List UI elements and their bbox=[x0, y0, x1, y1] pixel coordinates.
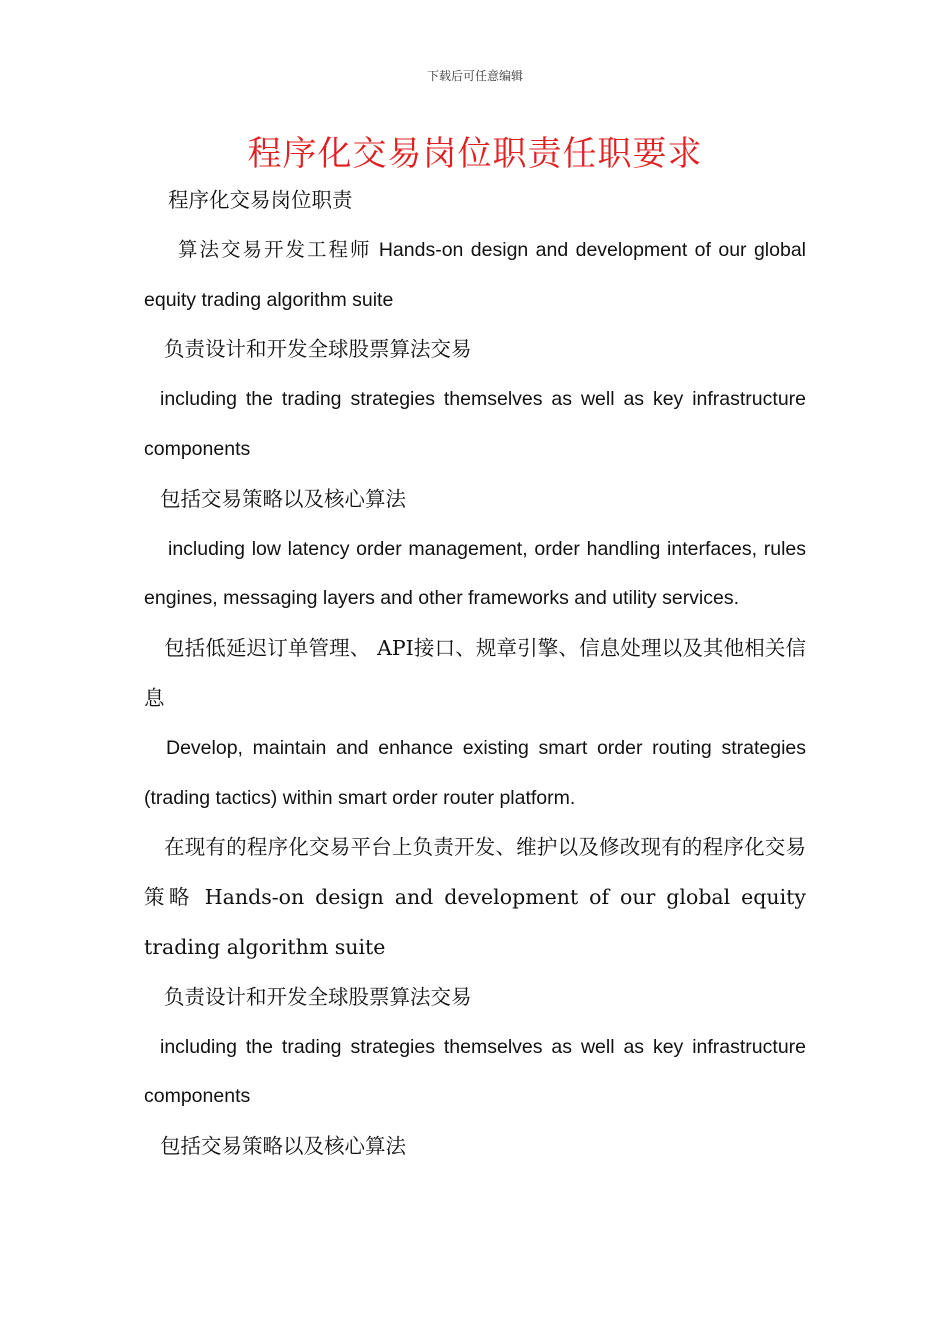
paragraph: including low latency order management, order handling interfaces, rules engines, messaging layers and other frameworks and utility services. bbox=[144, 537, 806, 610]
paragraph: including the trading strategies themselves as well as key infrastructure components bbox=[144, 1035, 806, 1108]
paragraph: 包括交易策略以及核心算法 bbox=[160, 1134, 406, 1159]
paragraph: Develop, maintain and enhance existing smart order routing strategies (trading tactics) within smart order router platform. bbox=[144, 736, 806, 809]
paragraph: 负责设计和开发全球股票算法交易 bbox=[164, 984, 472, 1009]
paragraph-job-title: 算法交易开发工程师 Hands-on design and development of our global equity trading algorithm suite bbox=[144, 238, 806, 311]
paragraph: 包括交易策略以及核心算法 bbox=[160, 486, 406, 511]
document-title: 程序化交易岗位职责任职要求 bbox=[247, 134, 703, 174]
paragraph: including the trading strategies themselves as well as key infrastructure components bbox=[144, 388, 806, 460]
document-body bbox=[144, 176, 806, 1172]
header-note: 下载后可任意编辑 bbox=[426, 69, 523, 83]
paragraph: 包括低延迟订单管理、 API接口、规章引擎、信息处理以及其他相关信息 bbox=[144, 636, 806, 710]
paragraph: 在现有的程序化交易平台上负责开发、维护以及修改现有的程序化交易策略 Hands-on design and development of our global equity trading algorithm suite bbox=[144, 835, 806, 959]
paragraph-section-heading: 程序化交易岗位职责 bbox=[168, 188, 353, 212]
paragraph: 负责设计和开发全球股票算法交易 bbox=[164, 337, 472, 362]
